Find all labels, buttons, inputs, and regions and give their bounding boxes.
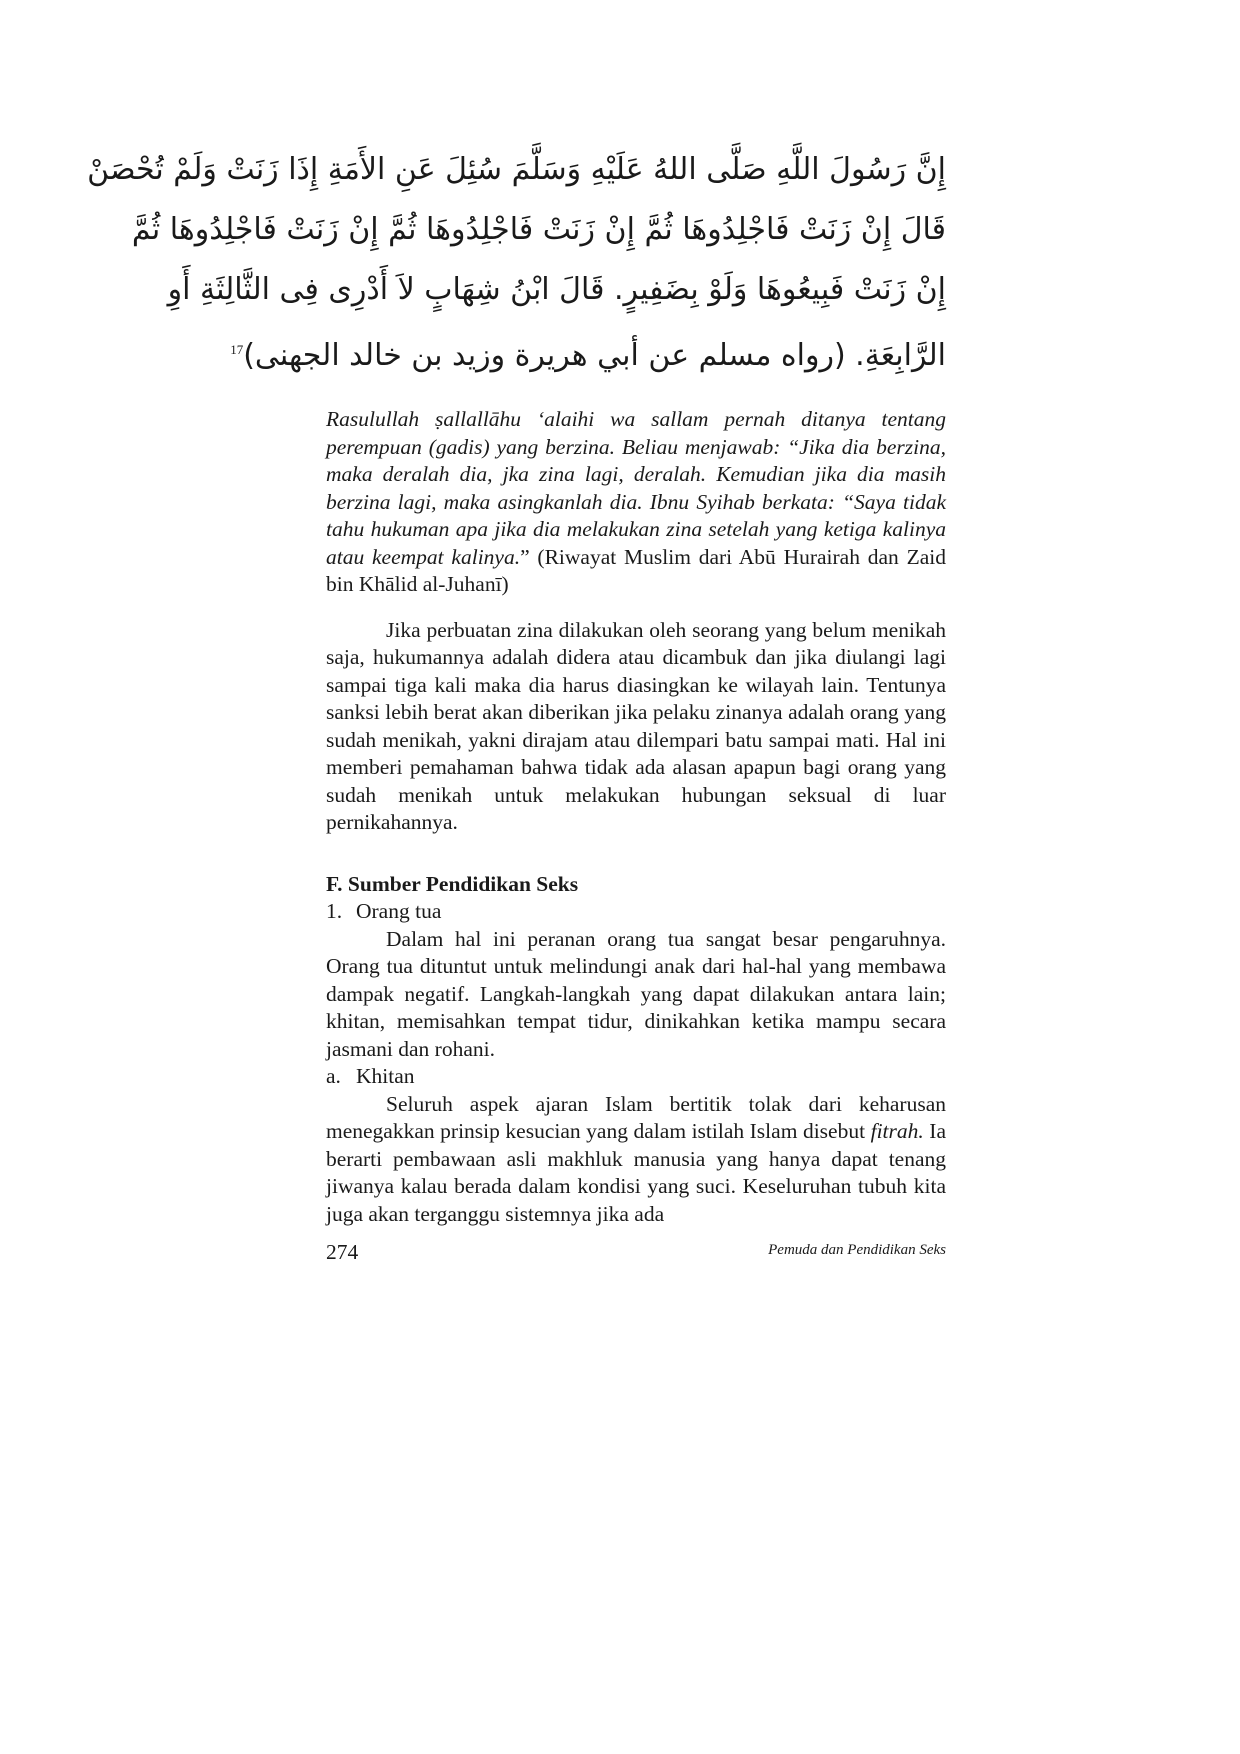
sub-item-khitan xyxy=(326,1063,946,1091)
khitan-text-after: Ia berarti pembawaan asli makhluk manusia yang hanya dapat tenang jiwanya kalau berada dalam kondisi yang suci. Keseluruhan tubuh kita juga akan terganggu sistemnya jika ada xyxy=(326,1119,946,1226)
arabic-line-4 xyxy=(230,320,946,386)
arabic-line-1: إِنَّ رَسُولَ اللَّهِ صَلَّى اللهُ عَلَيْهِ وَسَلَّمَ سُئِلَ عَنِ الأَمَةِ إِذَا زَنَتْ وَلَمْ تُحْصَنْ xyxy=(87,152,946,187)
arabic-line-4-text: الرَّابِعَةِ. (رواه مسلم عن أبي هريرة وزيد بن خالد الجهنى) xyxy=(243,338,946,373)
paragraph-orang-tua: Dalam hal ini peranan orang tua sangat besar pengaruhnya. Orang tua dituntut untuk melindungi anak dari hal-hal yang membawa dampak negatif. Langkah-langkah yang dapat dilakukan antara lain; khitan, memisahkan tempat tidur, dinikahkan ketika mampu secara jasmani dan rohani. xyxy=(326,926,946,1061)
arabic-hadith xyxy=(87,140,946,386)
page-body xyxy=(87,140,946,1228)
sub-item-letter: a. xyxy=(326,1064,341,1088)
translation-closing-quote: ” xyxy=(520,544,530,569)
sub-item-label: Khitan xyxy=(356,1064,415,1088)
translation-source: (Riwayat Muslim dari Abū Hurairah dan Zaid bin Khālid al-Juhanī) xyxy=(326,544,946,596)
footnote-mark: 17 xyxy=(230,342,244,357)
paragraph-khitan xyxy=(326,1091,946,1229)
arabic-line-3: إِنْ زَنَتْ فَبِيعُوهَا وَلَوْ بِضَفِيرٍ. قَالَ ابْنُ شِهَابٍ لاَ أَدْرِى فِى الثَّالِثَةِ أَوِ xyxy=(167,272,946,307)
arabic-line-2: قَالَ إِنْ زَنَتْ فَاجْلِدُوهَا ثُمَّ إِنْ زَنَتْ فَاجْلِدُوهَا ثُمَّ إِنْ زَنَتْ فَاجْلِدُوهَا ثُمَّ xyxy=(131,212,946,247)
list-item-label: Orang tua xyxy=(356,899,442,923)
translation-italic-text: Rasulullah ṣallallāhu ‘alaihi wa sallam pernah ditanya tentang perempuan (gadis) yang berzina. Beliau menjawab: “Jika dia berzina, maka deralah dia, jka zina lagi, deralah. Kemudian jika dia masih berzina lagi, maka asingkanlah dia. Ibnu Syihab berkata: “Saya tidak tahu hukuman apa jika dia melakukan zina setelah yang ketiga kalinya atau keempat kalinya. xyxy=(326,407,946,569)
khitan-italic-fitrah: fitrah. xyxy=(870,1119,924,1143)
paragraph-zina-punishment: Jika perbuatan zina dilakukan oleh seorang yang belum menikah saja, hukumannya adalah didera atau dicambuk dan jika diulangi lagi sampai tiga kali maka dia harus diasingkan ke wilayah lain. Tentunya sanksi lebih berat akan diberikan jika pelaku zinanya adalah orang yang sudah menikah, yakni dirajam atau dilempari batu sampai mati. Hal ini memberi pemahaman bahwa tidak ada alasan apapun bagi orang yang sudah menikah untuk melakukan hubungan seksual di luar pernikahannya. xyxy=(326,617,946,834)
running-title: Pemuda dan Pendidikan Seks xyxy=(768,1242,946,1258)
list-item-orang-tua xyxy=(326,898,946,926)
hadith-translation xyxy=(326,406,946,599)
list-item-number: 1. xyxy=(326,899,343,923)
khitan-text-before: Seluruh aspek ajaran Islam bertitik tolak dari keharusan menegakkan prinsip kesucian yang dalam istilah Islam disebut xyxy=(326,1091,946,1143)
page-footer xyxy=(326,1240,946,1270)
section-heading: F. Sumber Pendidikan Seks xyxy=(326,871,579,896)
page-number: 274 xyxy=(326,1240,359,1264)
